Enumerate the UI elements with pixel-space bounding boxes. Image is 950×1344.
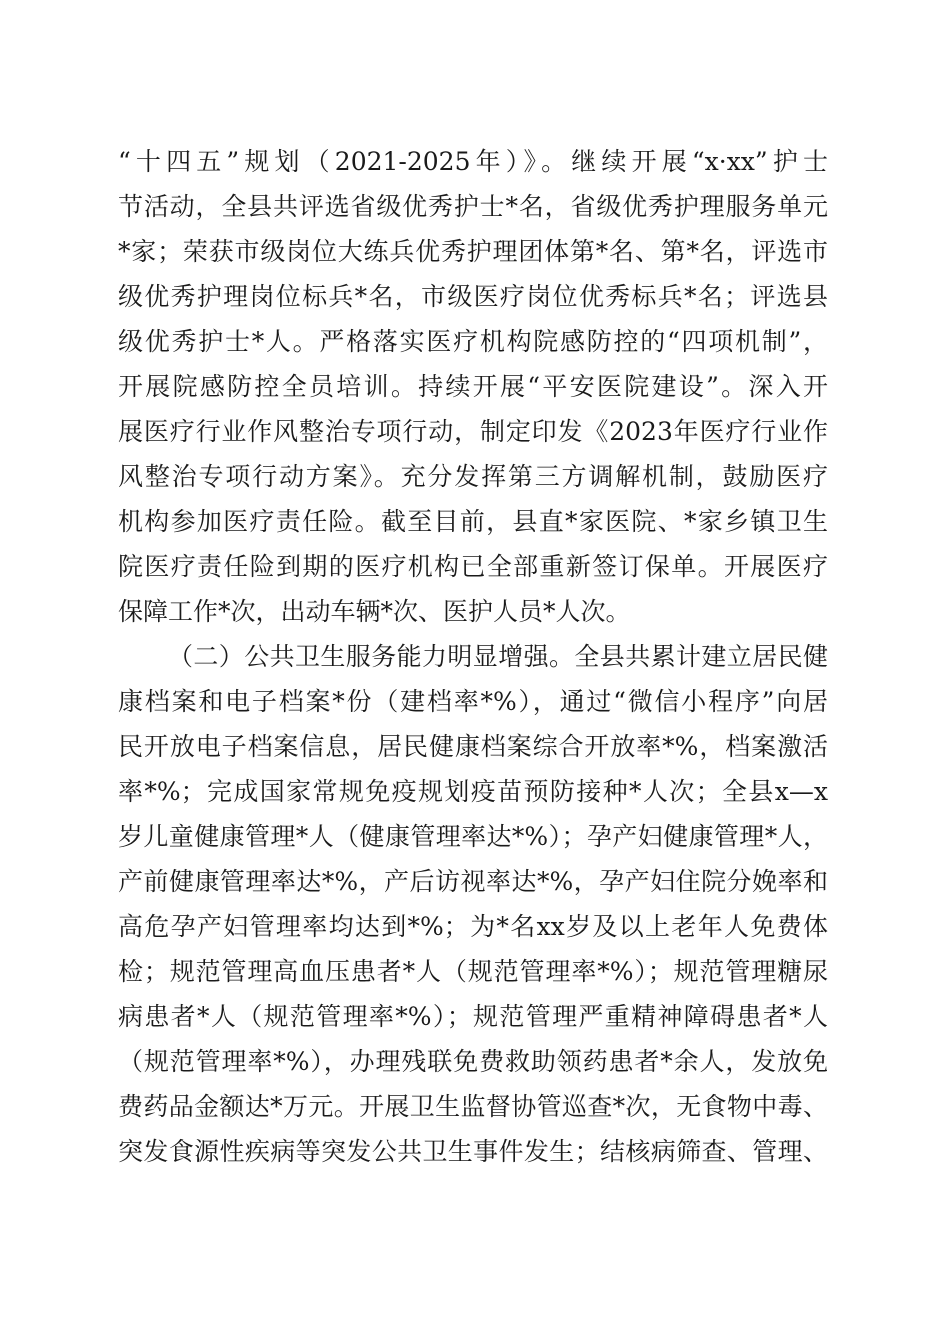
text-line: 级优秀护士*人。严格落实医疗机构院感防控的“四项机制”， — [118, 327, 828, 356]
text-line: 节活动，全县共评选省级优秀护士*名，省级优秀护理服务单元 — [118, 192, 828, 221]
text-line: 开展院感防控全员培训。持续开展“平安医院建设”。深入开 — [118, 372, 828, 401]
text-line: 费药品金额达*万元。开展卫生监督协管巡查*次，无食物中毒、 — [118, 1092, 828, 1121]
text-line: 康档案和电子档案*份（建档率*%），通过“微信小程序”向居 — [118, 687, 828, 716]
text-line: （二）公共卫生服务能力明显增强。全县共累计建立居民健 — [168, 642, 828, 671]
text-line: *家；荣获市级岗位大练兵优秀护理团体第*名、第*名，评选市 — [118, 237, 828, 266]
text-line: 岁儿童健康管理*人（健康管理率达*%）；孕产妇健康管理*人， — [118, 822, 828, 851]
text-line: 风整治专项行动方案》。充分发挥第三方调解机制，鼓励医疗 — [118, 462, 828, 491]
text-line: 产前健康管理率达*%，产后访视率达*%，孕产妇住院分娩率和 — [118, 867, 828, 896]
text-line: 院医疗责任险到期的医疗机构已全部重新签订保单。开展医疗 — [118, 552, 828, 581]
text-line: 机构参加医疗责任险。截至目前，县直*家医院、*家乡镇卫生 — [118, 507, 828, 536]
text-line: 突发食源性疾病等突发公共卫生事件发生；结核病筛查、管理、 — [118, 1137, 828, 1166]
text-line: 级优秀护理岗位标兵*名，市级医疗岗位优秀标兵*名；评选县 — [118, 282, 828, 311]
text-line: 检；规范管理高血压患者*人（规范管理率*%）；规范管理糖尿 — [118, 957, 828, 986]
text-line: 高危孕产妇管理率均达到*%；为*名xx岁及以上老年人免费体 — [118, 912, 828, 941]
text-line: 展医疗行业作风整治专项行动，制定印发《2023年医疗行业作 — [118, 417, 828, 446]
text-line: （规范管理率*%），办理残联免费救助领药患者*余人，发放免 — [118, 1047, 828, 1076]
text-line: “十四五”规划（2021-2025年）》。继续开展“x·xx”护士 — [118, 147, 828, 176]
text-line: 民开放电子档案信息，居民健康档案综合开放率*%，档案激活 — [118, 732, 828, 761]
text-line: 病患者*人（规范管理率*%）；规范管理严重精神障碍患者*人 — [118, 1002, 828, 1031]
text-line: 率*%；完成国家常规免疫规划疫苗预防接种*人次；全县x—x — [118, 777, 828, 806]
text-line: 保障工作*次，出动车辆*次、医护人员*人次。 — [118, 597, 631, 626]
